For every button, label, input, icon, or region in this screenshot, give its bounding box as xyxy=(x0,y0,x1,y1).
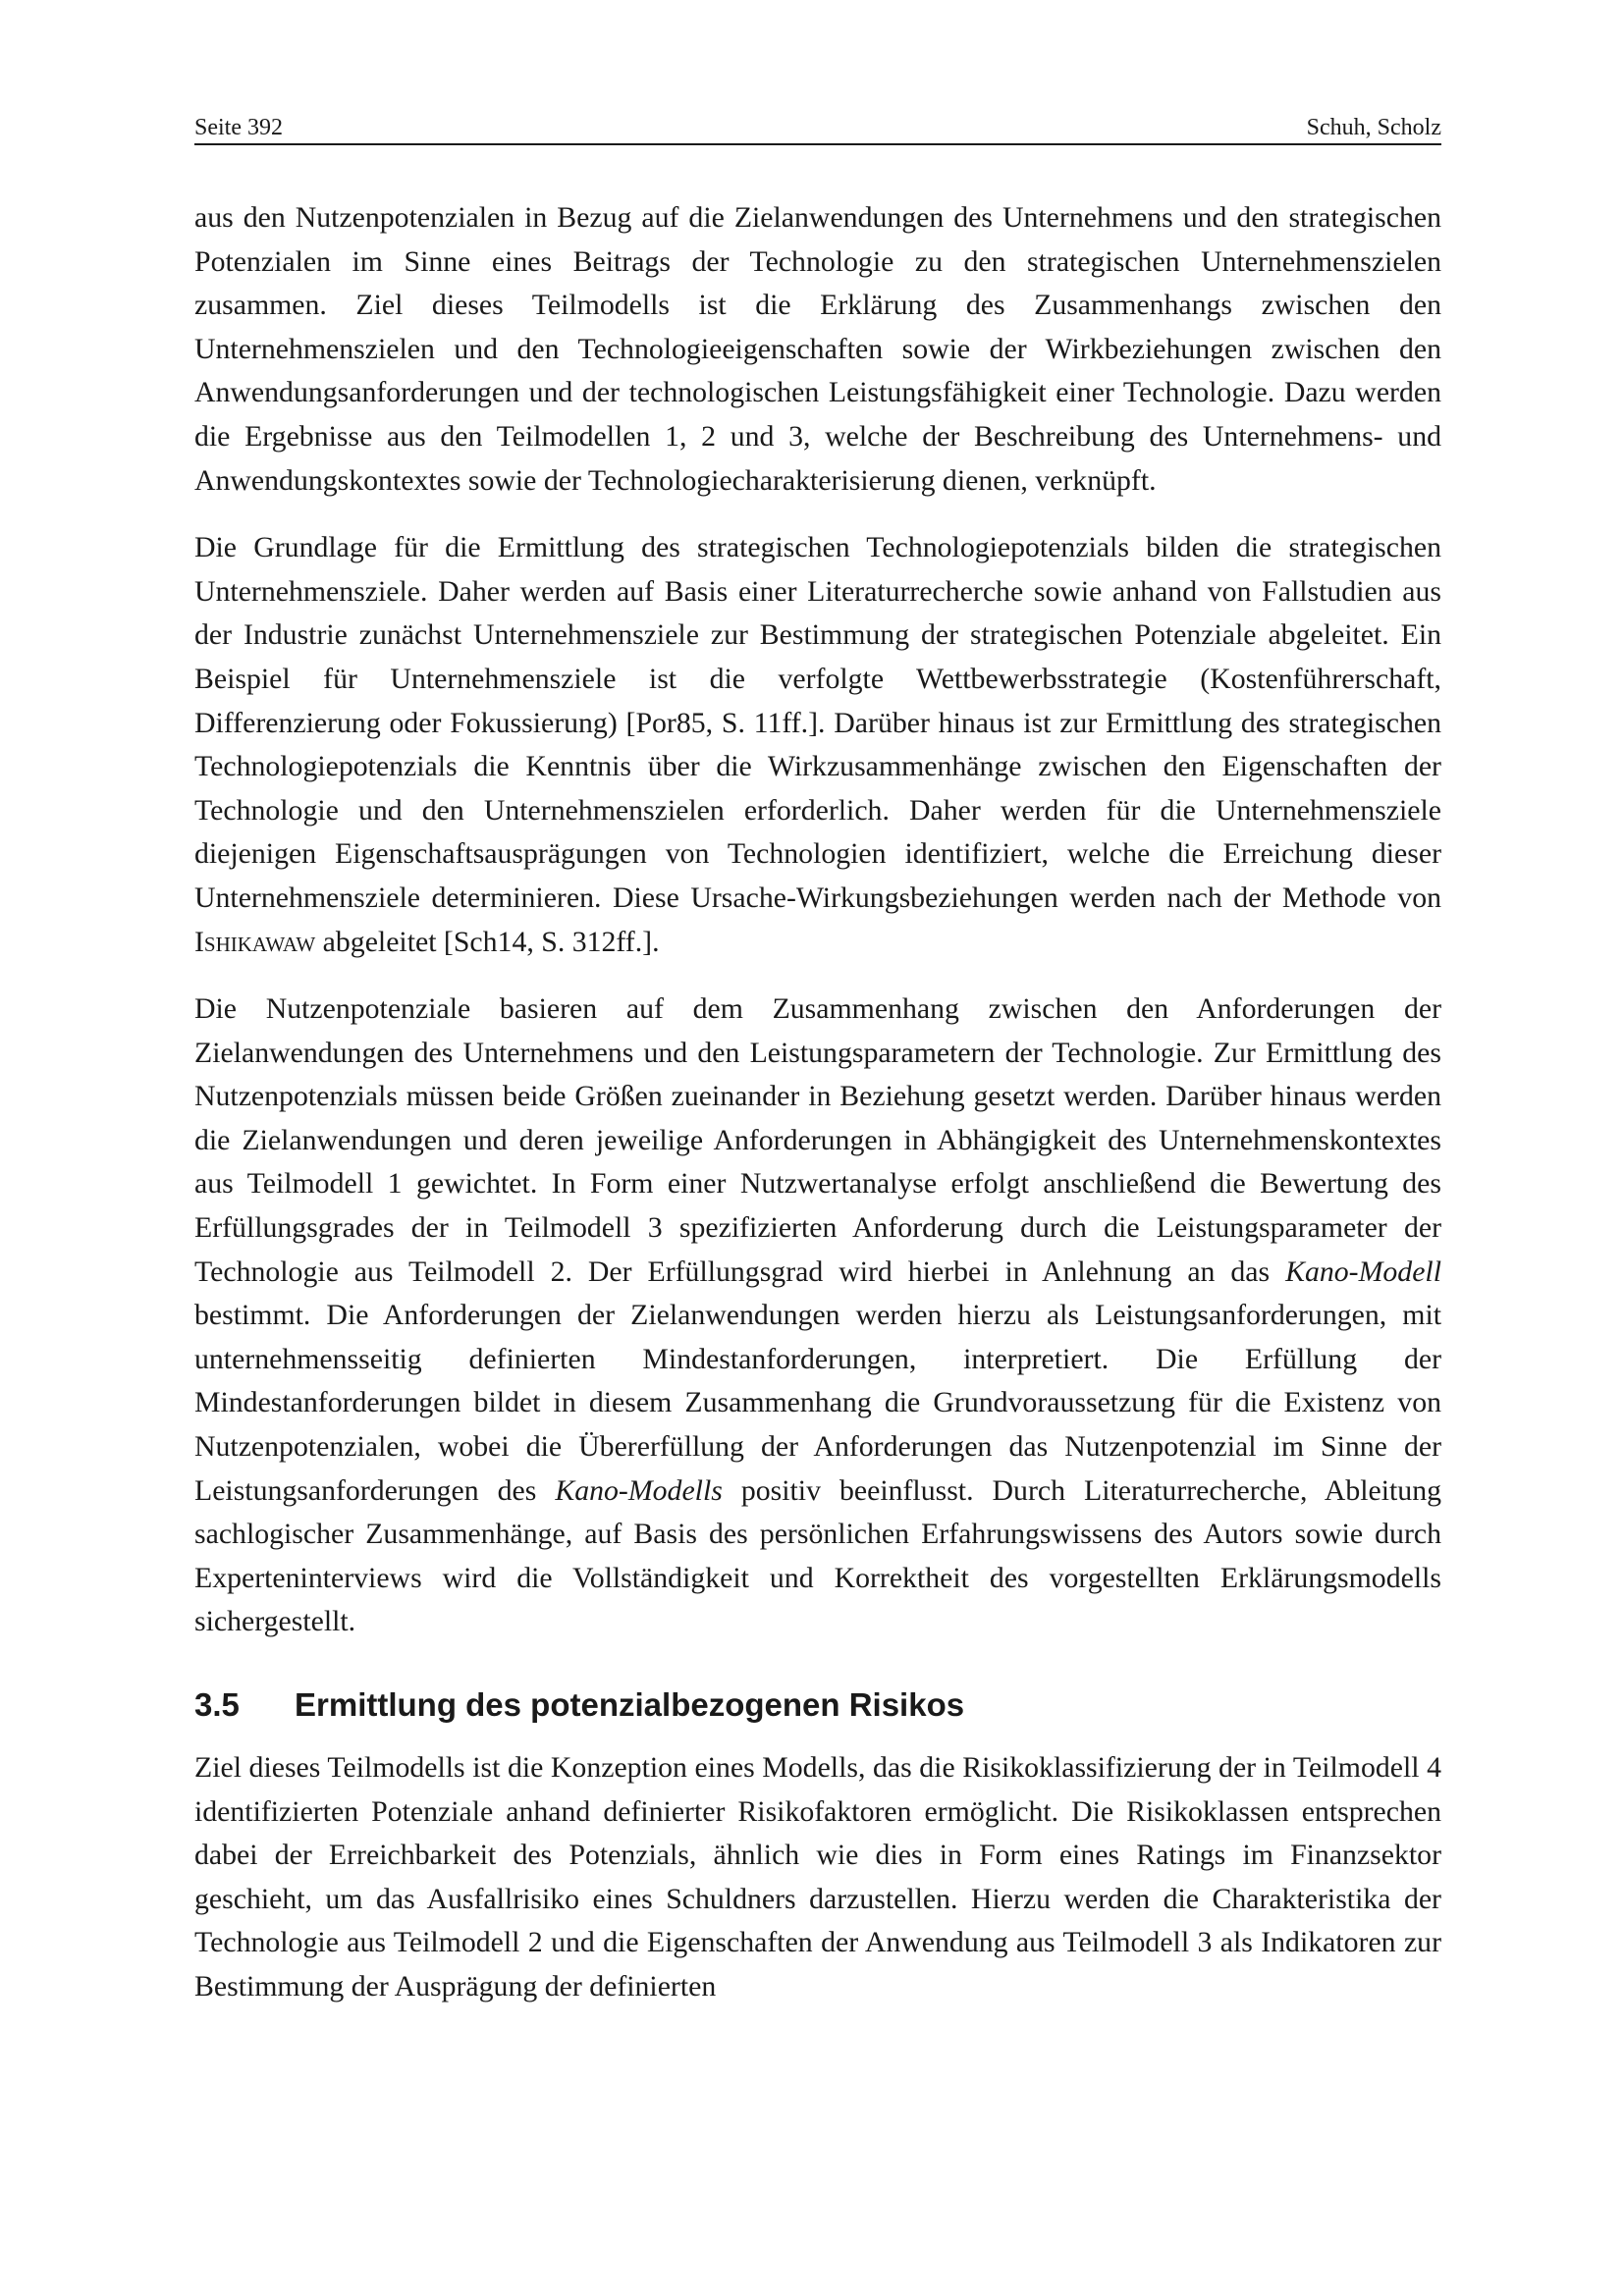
paragraph-2-text-b: abgeleitet [Sch14, S. 312ff.]. xyxy=(315,925,660,958)
section-number: 3.5 xyxy=(194,1686,240,1723)
kano-models-term: Kano-Modells xyxy=(555,1473,723,1507)
paragraph-3-text-a: Die Nutzenpotenziale basieren auf dem Zusammenhang zwischen den Anforderungen der Zielanwendungen des Unternehmens und den Leistungsparametern der Technologie. Zur Ermittlung des Nutzenpotenzials müssen beide Größen zueinander in Beziehung gesetzt werden. Darüber hinaus werden die Zielanwendungen und deren jeweilige Anforderungen in Abhängigkeit des Unternehmenskontextes aus Teilmodell 1 gewichtet. In Form einer Nutzwertanalyse erfolgt anschließend die Bewertung des Erfüllungsgrades der in Teilmodell 3 spezifizierten Anforderung durch die Leistungsparameter der Technologie aus Teilmodell 2. Der Erfüllungsgrad wird hierbei in Anlehnung an das xyxy=(194,992,1441,1288)
page-header xyxy=(194,112,1441,145)
section-heading xyxy=(194,1683,1441,1727)
kano-model-term: Kano-Modell xyxy=(1285,1255,1441,1288)
section-paragraph-text: Ziel dieses Teilmodells ist die Konzeption eines Modells, das die Risikoklassifizierung der in Teilmodell 4 identifizierten Potenziale anhand definierter Risikofaktoren ermöglicht. Die Risikoklassen entsprechen dabei der Erreichbarkeit des Potenzials, ähnlich wie dies in Form eines Ratings im Finanzsektor geschieht, um das Ausfallrisiko eines Schuldners darzustellen. Hierzu werden die Charakteristika der Technologie aus Teilmodell 2 und die Eigenschaften der Anwendung aus Teilmodell 3 als Indikatoren zur Bestimmung der Ausprägung der definierten xyxy=(194,1751,1441,2002)
running-title-authors: Schuh, Scholz xyxy=(1306,115,1441,140)
section-paragraph xyxy=(194,1746,1441,2009)
paragraph-1 xyxy=(194,196,1441,503)
section-title: Ermittlung des potenzialbezogenen Risikos xyxy=(295,1686,965,1723)
paragraph-3-text-b: bestimmt. Die Anforderungen der Zielanwendungen werden hierzu als Leistungsanforderungen, mit unternehmensseitig definierten Mindestanforderungen, interpretiert. Die Erfüllung der Mindestanforderungen bildet in diesem Zusammenhang die Grundvoraussetzung für die Existenz von Nutzenpotenzialen, wobei die Übererfüllung der Anforderungen das Nutzenpotenzial im Sinne der Leistungsanforderungen des xyxy=(194,1299,1441,1507)
page-number: Seite 392 xyxy=(194,115,283,140)
author-name-ishikawa: Ishikawaw xyxy=(194,925,316,958)
page-body xyxy=(194,196,1441,2009)
paragraph-3 xyxy=(194,988,1441,1644)
paragraph-2 xyxy=(194,526,1441,964)
paragraph-2-text-a: Die Grundlage für die Ermittlung des strategischen Technologiepotenzials bilden die strategischen Unternehmensziele. Daher werden auf Basis einer Literaturrecherche sowie anhand von Fallstudien aus der Industrie zunächst Unternehmensziele zur Bestimmung der strategischen Potenziale abgeleitet. Ein Beispiel für Unternehmensziele ist die verfolgte Wettbewerbsstrategie (Kostenführerschaft, Differenzierung oder Fokussierung) [Por85, S. 11ff.]. Darüber hinaus ist zur Ermittlung des strategischen Technologiepotenzials die Kenntnis über die Wirkzusammenhänge zwischen den Eigenschaften der Technologie und den Unternehmenszielen erforderlich. Daher werden für die Unternehmensziele diejenigen Eigenschaftsausprägungen von Technologien identifiziert, welche die Erreichung dieser Unternehmensziele determinieren. Diese Ursache-Wirkungsbeziehungen werden nach der Methode von xyxy=(194,531,1441,914)
paragraph-3-text-c: positiv beeinflusst. Durch Literaturrecherche, Ableitung sachlogischer Zusammenhänge, auf Basis des persönlichen Erfahrungswissens des Autors sowie durch Experteninterviews wird die Vollständigkeit und Korrektheit des vorgestellten Erklärungsmodells sichergestellt. xyxy=(194,1473,1441,1638)
paragraph-1-text: aus den Nutzenpotenzialen in Bezug auf die Zielanwendungen des Unternehmens und den strategischen Potenzialen im Sinne eines Beitrags der Technologie zu den strategischen Unternehmenszielen zusammen. Ziel dieses Teilmodells ist die Erklärung des Zusammenhangs zwischen den Unternehmenszielen und den Technologieeigenschaften sowie der Wirkbeziehungen zwischen den Anwendungsanforderungen und der technologischen Leistungsfähigkeit einer Technologie. Dazu werden die Ergebnisse aus den Teilmodellen 1, 2 und 3, welche der Beschreibung des Unternehmens- und Anwendungskontextes sowie der Technologiecharakterisierung dienen, verknüpft. xyxy=(194,201,1441,497)
